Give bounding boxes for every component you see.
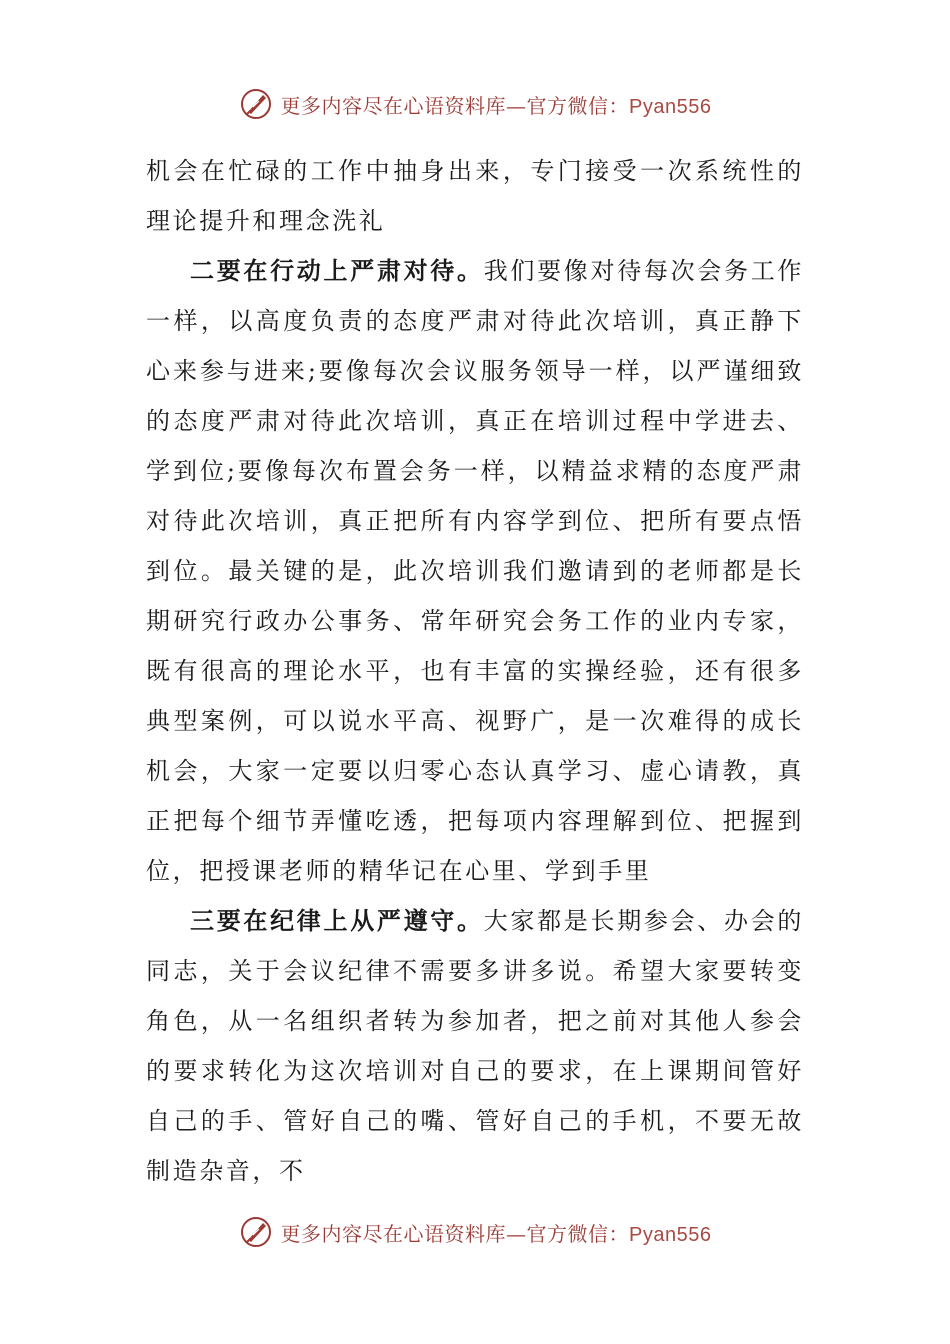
paragraph-3-lead: 三要在纪律上从严遵守。 [190,907,484,935]
paragraph-3-text: 大家都是长期参会、办会的同志，关于会议纪律不需要多讲多说。希望大家要转变角色，从一名组织者转为参加者，把之前对其他人参会的要求转化为这次培训对自己的要求，在上课期间管好自己的手、管好自己的嘴、管好自己的手机，不要无故制造杂音，不 [146,907,804,1185]
paragraph-1 [146,146,804,246]
paragraph-2 [146,246,804,896]
paragraph-2-text: 我们要像对待每次会务工作一样，以高度负责的态度严肃对待此次培训，真正静下心来参与进来;要像每次会议服务领导一样，以严谨细致的态度严肃对待此次培训，真正在培训过程中学进去、学到位;要像每次布置会务一样，以精益求精的态度严肃对待此次培训，真正把所有内容学到位、把所有要点悟到位。最关键的是，此次培训我们邀请到的老师都是长期研究行政办公事务、常年研究会务工作的业内专家，既有很高的理论水平，也有丰富的实操经验，还有很多典型案例，可以说水平高、视野广，是一次难得的成长机会，大家一定要以归零心态认真学习、虚心请教，真正把每个细节弄懂吃透，把每项内容理解到位、把握到位，把授课老师的精华记在心里、学到手里 [146,257,804,885]
header-brand-text: 更多内容尽在心语资料库—官方微信： [280,93,630,118]
header-brand-line [281,90,712,119]
footer-banner [0,1212,950,1252]
document-body [146,146,804,1196]
footer-brand-text: 更多内容尽在心语资料库—官方微信： [280,1221,630,1246]
footer-brand-line [281,1218,712,1247]
paragraph-3 [146,896,804,1196]
quill-pen-icon [239,87,273,121]
paragraph-2-lead: 二要在行动上严肃对待。 [190,257,484,285]
quill-pen-icon [239,1215,273,1249]
paragraph-1-text: 机会在忙碌的工作中抽身出来，专门接受一次系统性的理论提升和理念洗礼 [146,157,804,235]
header-banner [0,84,950,124]
header-wechat-id: Pyan556 [629,95,712,118]
footer-wechat-id: Pyan556 [629,1223,712,1246]
